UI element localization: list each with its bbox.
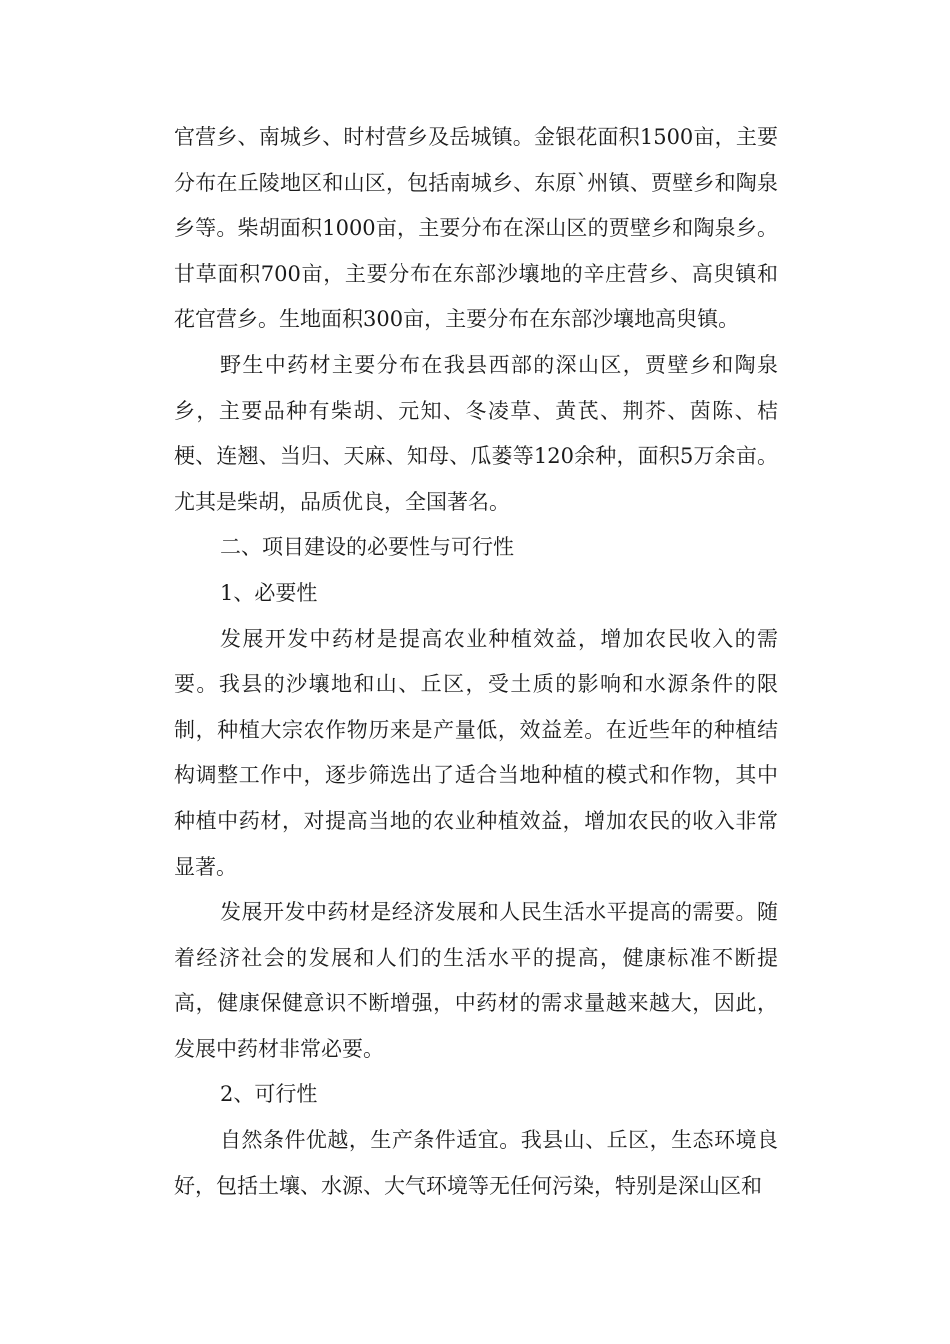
document-body — [174, 115, 778, 1209]
paragraph-natural-conditions: 自然条件优越，生产条件适宜。我县山、丘区，生态环境良好，包括土壤、水源、大气环境等无任何污染，特别是深山区和 — [174, 1128, 778, 1198]
paragraph-herb-distribution: 官营乡、南城乡、时村营乡及岳城镇。金银花面积1500亩，主要分布在丘陵地区和山区，包括南城乡、东原`州镇、贾壁乡和陶泉乡等。柴胡面积1000亩，主要分布在深山区的贾壁乡和陶泉乡。甘草面积700亩，主要分布在东部沙壤地的辛庄营乡、高臾镇和花官营乡。生地面积300亩，主要分布在东部沙壤地高臾镇。 — [174, 125, 778, 332]
paragraph-income-need: 发展开发中药材是提高农业种植效益，增加农民收入的需要。我县的沙壤地和山、丘区，受土质的影响和水源条件的限制，种植大宗农作物历来是产量低，效益差。在近些年的种植结构调整工作中，逐步筛选出了适合当地种植的模式和作物，其中种植中药材，对提高当地的农业种植效益，增加农民的收入非常显著。 — [174, 626, 778, 879]
section-heading-necessity-feasibility: 二、项目建设的必要性与可行性 — [220, 535, 514, 560]
paragraph-wild-herbs: 野生中药材主要分布在我县西部的深山区，贾壁乡和陶泉乡，主要品种有柴胡、元知、冬凌草、黄芪、荆芥、茵陈、桔梗、连翘、当归、天麻、知母、瓜蒌等120余种，面积5万余亩。尤其是柴胡，品质优良，全国著名。 — [174, 352, 778, 514]
subheading-feasibility: 2、可行性 — [220, 1082, 318, 1107]
subheading-necessity: 1、必要性 — [220, 580, 318, 605]
paragraph-living-standard-need: 发展开发中药材是经济发展和人民生活水平提高的需要。随着经济社会的发展和人们的生活水平的提高，健康标准不断提高，健康保健意识不断增强，中药材的需求量越来越大，因此，发展中药材非常必要。 — [174, 900, 778, 1061]
